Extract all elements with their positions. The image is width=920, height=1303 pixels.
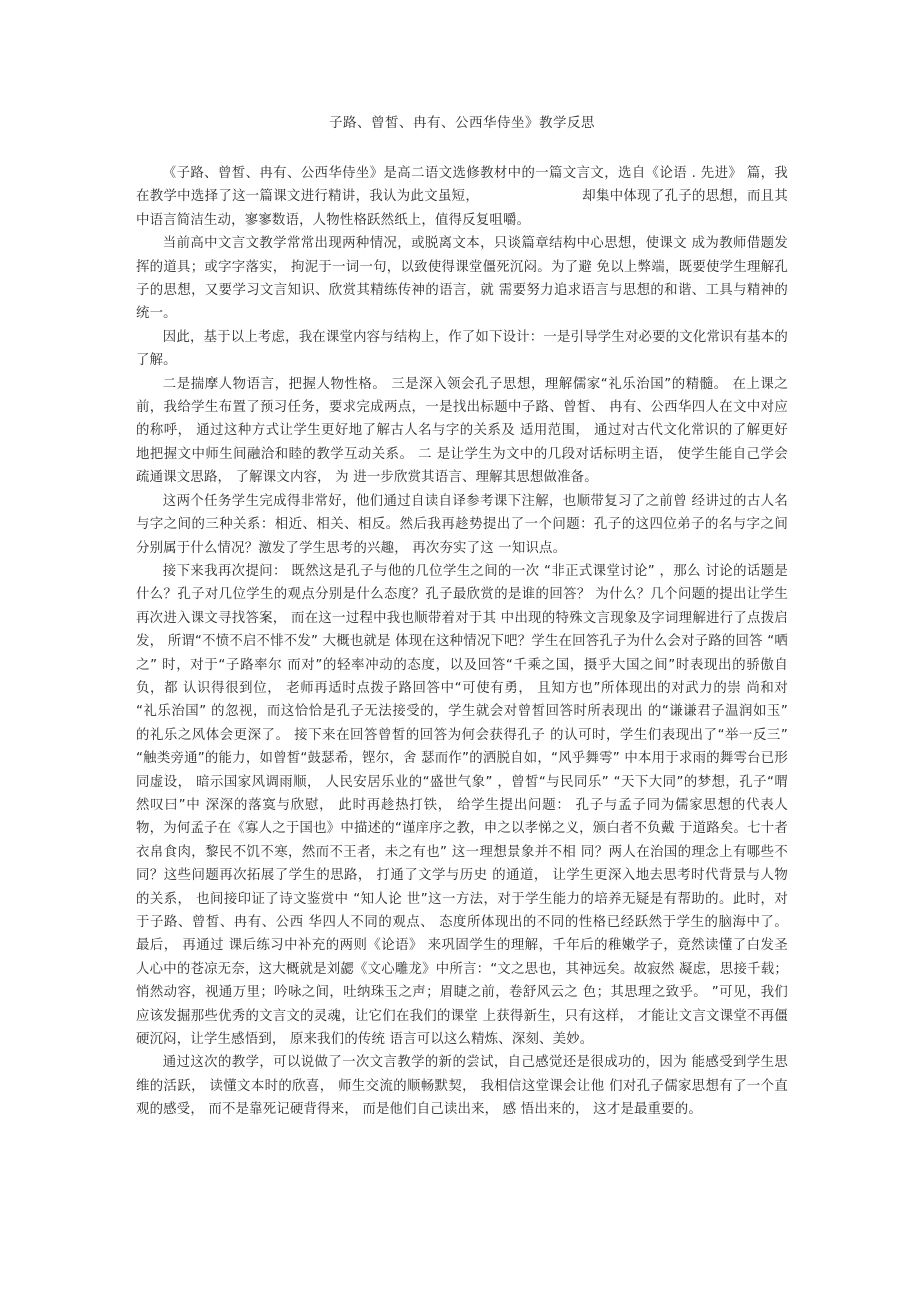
paragraph-intro: 《子路、曾皙、冉有、公西华侍坐》是高二语文选修教材中的一篇文言文，选自《论语 . 先进》 篇，我在教学中选择了这一篇课文进行精讲，我认为此文虽短， 却集中体现了孔子的思想，而且其中语言简洁生动，寥寥数语，人物性格跃然纸上，值得反复咀嚼。 <box>136 166 788 228</box>
paragraph-current-situation: 当前高中文言文教学常常出现两种情况，或脱离文本，只谈篇章结构中心思想，使课文 成为教师借题发挥的道具；或字字落实， 拘泥于一词一句，以致使得课堂僵死沉闷。为了避 免以上弊端，既要使学生理解孔子的思想，又要学习文言知识、欣赏其精练传神的语言，就 需要努力追求语言与思想的和谐、工具与精神的统一。 <box>136 236 788 322</box>
paragraph-task-results: 这两个任务学生完成得非常好，他们通过自读自译参考课下注解，也顺带复习了之前曾 经讲过的古人名与字之间的三种关系：相近、相关、相反。然后我再趁势提出了一个问题：孔子的这四位弟子的名与字之间分别属于什么情况？激发了学生思考的兴趣， 再次夯实了这 一知识点。 <box>136 493 788 556</box>
document-title: 子路、曾皙、冉有、公西华侍坐》教学反思 <box>329 115 595 131</box>
paragraph-discussion: 接下来我再次提问： 既然这是孔子与他的几位学生之间的一次 “非正式课堂讨论” ，那么 讨论的话题是什么？孔子对几位学生的观点分别是什么态度？孔子最欣赏的是谁的回答？ 为什么？几个问题的提出让学生再次进入课文寻找答案， 而在这一过程中我也顺带着对于其 中出现的特殊文言现象及字词理解进行了点拨启发， 所谓“不愤不启不悱不发” 大概也就是 体现在这种情况下吧？学生在回答孔子为什么会对子路的回答 “哂之” 时，对于“子路率尔 而对”的轻率冲动的态度，以及回答“千乘之国，摄乎大国之间”时表现出的骄傲自负，都 认识得很到位， 老师再适时点拨子路回答中“可使有勇， 且知方也”所体现出的对武力的崇 尚和对 “礼乐治国” 的忽视，而这恰恰是孔子无法接受的，学生就会对曾皙回答时所表现出 的“谦谦君子温润如玉” 的礼乐之风体会更深了。 接下来在回答曾皙的回答为何会获得孔子 的认可时，学生们表现出了“举一反三” “触类旁通”的能力，如曾皙“鼓瑟希，铿尔，舍 瑟而作”的洒脱自如，“风乎舞雩” 中本用于求雨的舞雩台已形同虚设， 暗示国家风调雨顺， 人民安居乐业的“盛世气象” ，曾皙“与民同乐” “天下大同”的梦想，孔子“喟然叹曰”中 深深的落寞与欣慰， 此时再趁热打铁， 给学生提出问题： 孔子与孟子同为儒家思想的代表人 物，为何孟子在《寡人之于国也》中描述的“谨庠序之教，申之以孝悌之义，颁白者不负戴 于道路矣。七十者衣帛食肉，黎民不饥不寒，然而不王者，未之有也” 这一理想景象并不相 同？两人在治国的理念上有哪些不同？这些问题再次拓展了学生的思路， 打通了文学与历史 的通道， 让学生更深入地去思考时代背景与人物的关系， 也间接印证了诗文鉴赏中 “知人论 世”这一方法，对于学生能力的培养无疑是有帮助的。此时，对于子路、曾皙、冉有、公西 华四人不同的观点、 态度所体现出的不同的性格已经跃然于学生的脑海中了。 最后， 再通过 课后练习中补充的两则《论语》 来巩固学生的理解，千年后的稚嫩学子，竟然读懂了白发圣 人心中的苍凉无奈，这大概就是刘勰《文心雕龙》中所言：“文之思也，其神远矣。故寂然 凝虑，思接千载；悄然动容，视通万里；吟咏之间，吐纳珠玉之声；眉睫之前，卷舒风云之 色；其思理之致乎。 ”可见，我们应该发掘那些优秀的文言文的灵魂，让它们在我们的课堂 上获得新生，只有这样， 才能让文言文课堂不再僵硬沉闷，让学生感悟到， 原来我们的传统 语言可以这么精炼、深刻、美妙。 <box>136 563 788 1048</box>
paragraph-design-two-three: 二是揣摩人物语言，把握人物性格。 三是深入领会孔子思想，理解儒家“礼乐治国”的精髓。 在上课之前，我给学生布置了预习任务，要求完成两点，一是找出标题中子路、曾皙、 冉有、公西华四人在文中对应的称呼， 通过这种方式让学生更好地了解古人名与字的关系及 适用范围， 通过对古代文化常识的了解更好地把握文中师生间融洽和睦的教学互动关系。 二 是让学生为文中的几段对话标明主语， 使学生能自己学会疏通课文思路， 了解课文内容， 为 进一步欣赏其语言、理解其思想做准备。 <box>136 376 788 486</box>
paragraph-design-one: 因此，基于以上考虑，我在课堂内容与结构上，作了如下设计：一是引导学生对必要的文化常识有基本的了解。 <box>136 329 788 369</box>
paragraph-conclusion: 通过这次的教学，可以说做了一次文言教学的新的尝试，自己感觉还是很成功的，因为 能感受到学生思维的活跃， 读懂文本时的欣喜， 师生交流的顺畅默契， 我相信这堂课会让他 们对孔子儒家思想有了一个直观的感受， 而不是靠死记硬背得来， 而是他们自己读出来， 感 悟出来的， 这才是最重要的。 <box>136 1055 788 1118</box>
